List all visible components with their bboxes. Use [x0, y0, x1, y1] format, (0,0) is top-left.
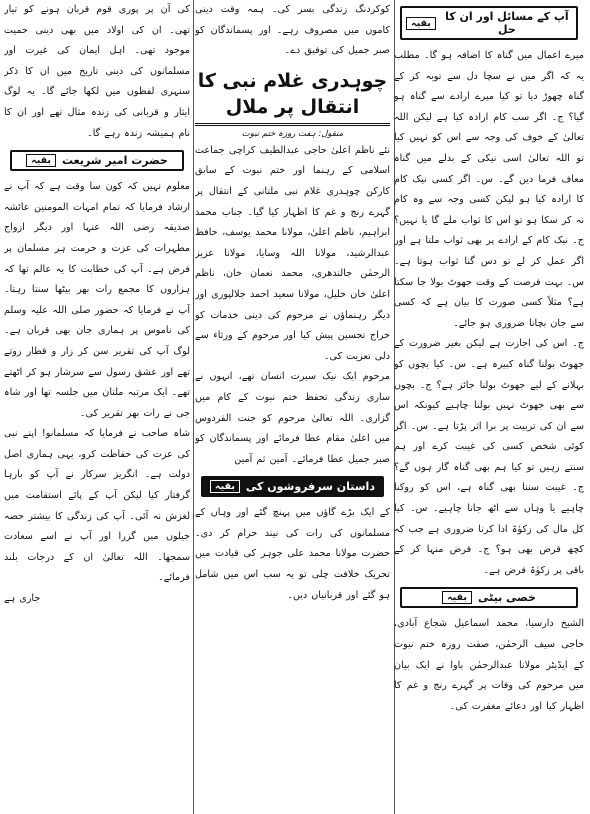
heading-text: حضرت امیر شریعت	[61, 154, 168, 168]
article-paragraph: ج۔ اس کی اجازت ہے لیکن بغیر ضرورت کے جھوٹ بولنا گناہ کبیرہ ہے۔ س۔ کیا بچوں کو بہلانے کے لیے جھوٹ بولنا جائز ہے؟ ج۔ بچوں سے بھی جھوٹ نہیں بولنا چاہیے کیونکہ اس سے ان کی تربیت پر برا اثر پڑتا ہے۔ س۔ اگر کوئی شخص کسی کی غیبت کرے اور ہم سنتے رہیں تو کیا ہم بھی گناہ گار ہوں گے؟ ج۔ غیبت سننا بھی گناہ ہے، اس کو روکنا چاہیے یا وہاں سے اٹھ جانا چاہیے۔ س۔ کیا کل مال کی زکوٰۃ ادا کرنا ضروری ہے جب کہ کچھ قرض بھی ہو؟ ج۔ قرض منہا کر کے باقی پر زکوٰۃ فرض ہے۔	[394, 338, 584, 576]
column-divider	[193, 0, 194, 814]
heading-text: داستان سرفروشوں کی	[245, 480, 375, 494]
section-heading-khasi	[400, 587, 578, 608]
continued-note: جاری ہے	[4, 593, 41, 605]
article-paragraph: کے ایک بڑے گاؤں میں پہنچ گئے اور وہاں کے مسلمانوں کی رات کی نیند حرام کر دی۔ حضرت مولانا محمد علی جوہر کی قیادت میں تحریک خلافت چلی تو یہ سب اس میں شامل ہو گئے اور قربانیاں دیں۔	[195, 507, 390, 601]
article-paragraph: شاہ صاحب نے فرمایا کہ مسلمانو! اپنے نبی کی عزت کی حفاظت کرو، یہی ہماری اصل دولت ہے۔ انگریز سرکار نے آپ کو بارہا گرفتار کیا لیکن آپ کے پائے استقامت میں لغزش نہ آئی۔ آپ کی زندگی کا بیشتر حصہ جیلوں میں گزرا اور آپ نے اسے سعادت سمجھا۔ اللہ تعالیٰ ان کے درجات بلند فرمائے۔	[4, 428, 190, 584]
center-column	[195, 0, 390, 814]
article-paragraph: معلوم نہیں کہ کون سا وقت ہے کہ آپ نے ارشاد فرمایا کہ تمام امہات المومنین عائشہ صدیقہ رضی اللہ عنہا اور دیگر ازواج مطہرات کی عزت و حرمت ہر مسلمان پر فرض ہے۔ آپ کی خطابت کا یہ عالم تھا کہ ہزاروں کا مجمع رات بھر بیٹھا سنتا رہتا۔ آپ نے فرمایا کہ حضور صلی اللہ علیہ وسلم کی ناموس پر ہماری جان بھی قربان ہے۔ لوگ آپ کی تقریر سن کر زار و قطار روتے تھے اور عشق رسول سے سرشار ہو کر اٹھتے تھے۔ ایک مرتبہ ملتان میں جلسہ تھا اور شاہ جی نے رات بھر تقریر کی۔	[4, 181, 190, 419]
article-paragraph: کی آن پر پوری قوم قربان ہونے کو تیار تھی۔ ان کی اولاد میں بھی دینی حمیت موجود تھی۔ اہل ایمان کی غیرت اور مسلمانوں کی دینی تاریخ میں ان کا ذکر سنہری لفظوں میں لکھا جائے گا۔ یہ لوگ ایثار و قربانی کی زندہ مثال تھے اور ان کا نام ہمیشہ زندہ رہے گا۔	[4, 4, 190, 139]
section-heading-masail	[400, 6, 578, 40]
heading-tag: بقیہ	[26, 154, 56, 167]
article-paragraph: الشیخ دارسیا، محمد اسماعیل شجاع آبادی، حاجی سیف الرحمٰن، صفت روزہ ختم نبوت کے ایڈیٹر مولانا عبدالرحمٰن باوا نے ایک بیان میں مرحوم کی وفات پر گہرے رنج و غم کا اظہار کیا اور دعائے مغفرت کی۔	[394, 618, 584, 712]
article-paragraph: نئے ناظم اعلیٰ حاجی عبدالطیف کراچی جماعت اسلامی کے رہنما اور ختم نبوت کے سابق کارکن چوہدری غلام نبی ملتانی کے انتقال پر گہرے رنج و غم کا اظہار کیا گیا۔ جناب محمد ابراہیم، ناظم اعلیٰ، مولانا محمد یوسف، حافظ عبدالرشید، مولانا اللہ وسایا، مولانا عزیز الرحمٰن جالندھری، محمد نعمان خان، ناظم اعلیٰ خان خلیل، مولانا سعید احمد جلالپوری اور دیگر رہنماؤں نے مرحوم کی دینی خدمات کو خراج تحسین پیش کیا اور مرحوم کے ورثاء سے دلی تعزیت کی۔	[195, 144, 390, 362]
article-paragraph: مرحوم ایک نیک سیرت انسان تھے، انہوں نے ساری زندگی تحفظ ختم نبوت کے کام میں گزاری۔ اللہ تعالیٰ مرحوم کو جنت الفردوس میں اعلیٰ مقام عطا فرمائے اور پسماندگان کو صبر جمیل عطا فرمائے۔ آمین ثم آمین	[195, 371, 390, 465]
heading-text: خصی بیٹی	[477, 591, 536, 605]
heading-tag: بقیہ	[406, 17, 436, 30]
section-heading-amir-shariat	[10, 150, 184, 171]
heading-text: آپ کے مسائل اور ان کا حل	[445, 10, 569, 36]
heading-tag: بقیہ	[210, 480, 240, 493]
right-column	[394, 0, 584, 814]
left-column	[4, 0, 190, 814]
byline: منقول: ہفت روزہ ختم نبوت	[241, 128, 344, 139]
article-paragraph: کوکردنگ زندگی بسر کی۔ ہمہ وقت دینی کاموں میں مصروف رہے۔ اور پسماندگان کو صبر جمیل کی توفیق دے۔	[195, 4, 390, 57]
heading-tag: بقیہ	[442, 591, 472, 604]
section-heading-dastan	[201, 476, 384, 497]
article-paragraph: میرے اعمال میں گناہ کا اضافہ ہو گا۔ مطلب یہ کہ اگر میں نے سچا دل سے توبہ کر کے گناہ چھوڑ دیا تو کیا میرے ارادے سے گناہ ہو گیا؟ ج۔ اگر سب کام ارادہ کیا ہے لیکن اللہ تعالیٰ کے خوف کی وجہ سے اس کو نہیں کیا تو اللہ تعالیٰ اسی نیکی کے بدلے میں گناہ معاف فرما دیں گے۔ س۔ اگر کسی نیک کام کا ارادہ کیا ہو لیکن کسی وجہ سے وہ کام نہ کر سکا ہو تو اس کا ثواب ملے گا یا نہیں؟ ج۔ نیک کام کے ارادے پر بھی ثواب ملتا ہے اور اگر عمل کر لے تو دس گنا ثواب ہوتا ہے۔ س۔ بہت فرصت کے وقت جھوٹ بولا جا سکتا ہے؟ مثلاً کسی صورت کا بیان ہے کہ کسی سے جان بچانا ضروری ہو جائے۔	[394, 50, 584, 329]
main-headline: چوہدری غلام نبی کا انتقال پر ملال	[195, 68, 390, 126]
